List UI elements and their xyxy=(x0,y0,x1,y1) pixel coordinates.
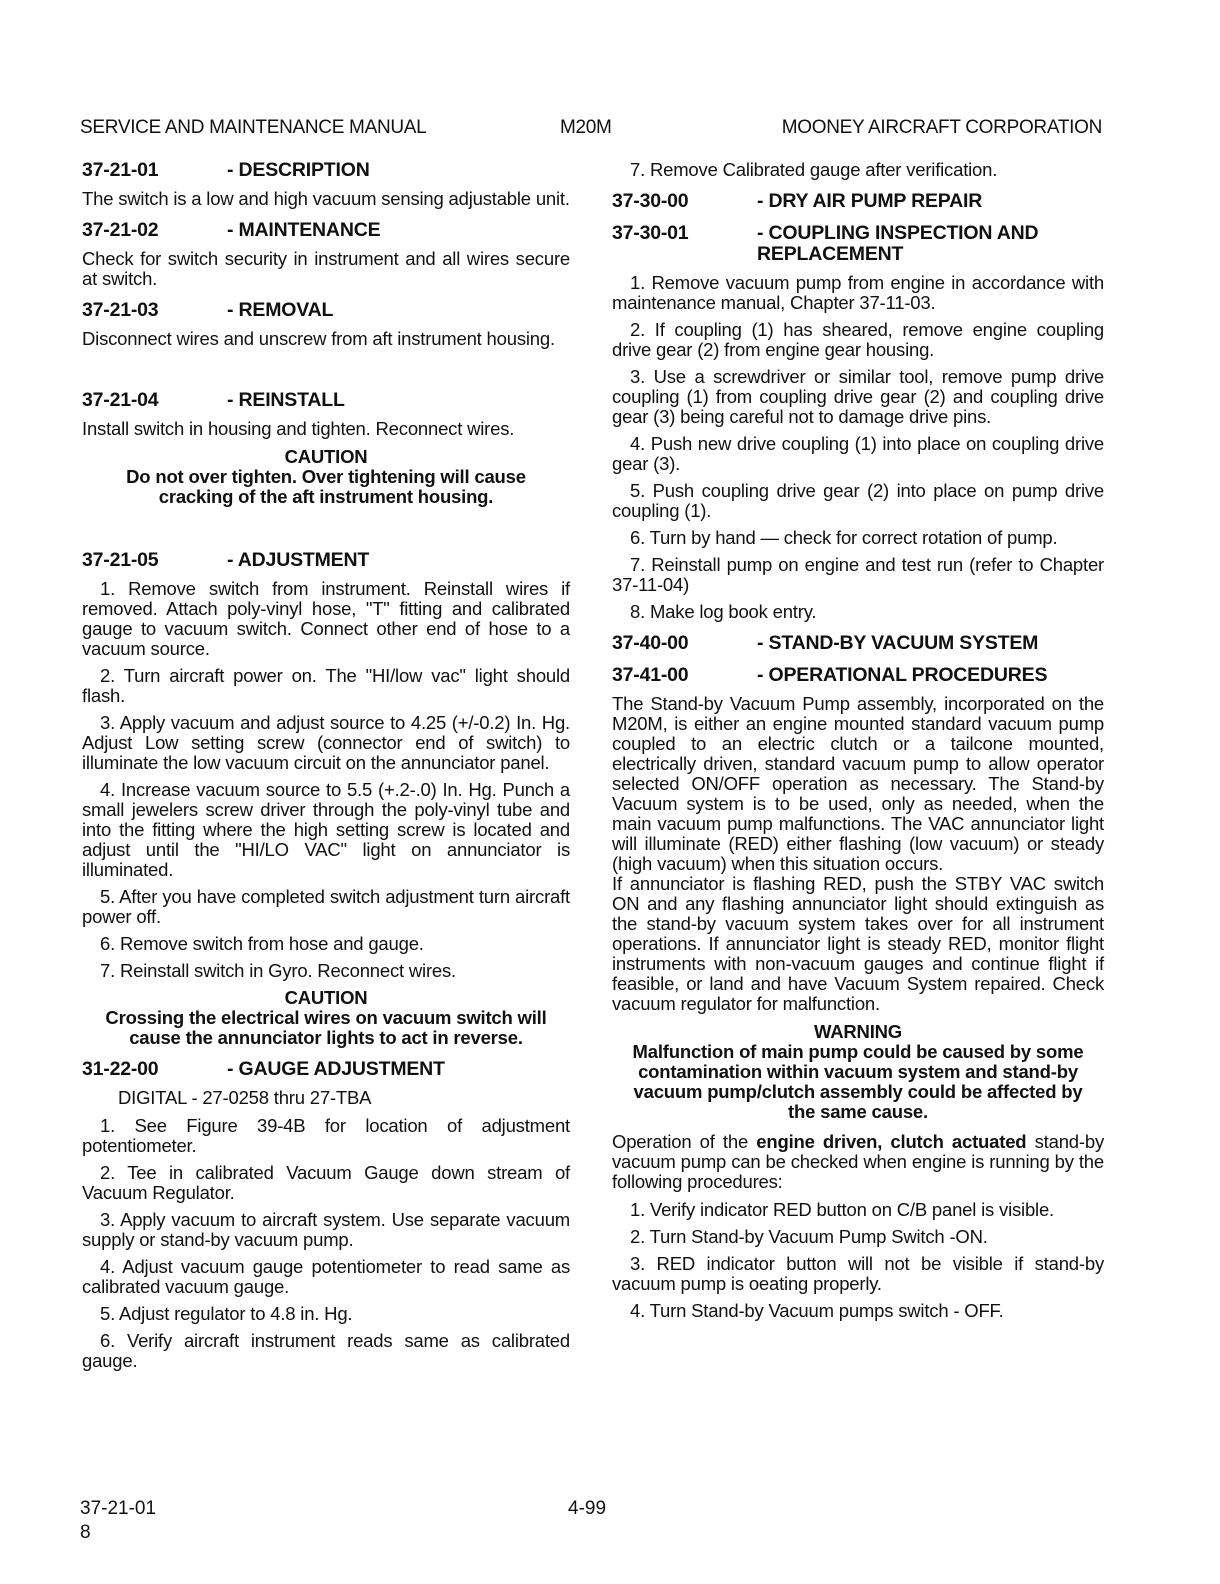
section-number: 37-30-01 xyxy=(612,222,689,244)
section-title: - STAND-BY VACUUM SYSTEM xyxy=(757,632,1039,654)
caution-text: Crossing the electrical wires on vacuum switch will cause the annunciator lights to act in reverse. xyxy=(105,1007,547,1048)
company-name: MOONEY AIRCRAFT CORPORATION xyxy=(781,117,1102,138)
step-item: 3. Apply vacuum and adjust source to 4.25 (+/-0.2) In. Hg. Adjust Low setting screw (connector end of switch) to illuminate the low vacuum circuit on the annunciator panel. xyxy=(82,712,570,773)
step-item: 2. If coupling (1) has sheared, remove engine coupling drive gear (2) from engine gear housing. xyxy=(612,319,1104,360)
left-column xyxy=(82,158,570,1378)
step-item: 1. See Figure 39-4B for location of adjustment potentiometer. xyxy=(82,1115,570,1156)
step-item: 2. Turn Stand-by Vacuum Pump Switch -ON. xyxy=(630,1226,988,1247)
section-heading xyxy=(612,633,1104,654)
step-item: 3. Use a screwdriver or similar tool, remove pump drive coupling (1) from coupling drive gear (2) and coupling drive gear (3) being careful not to damage drive pins. xyxy=(612,366,1104,427)
section-number: 37-21-05 xyxy=(82,549,159,571)
text-run: Operation of the xyxy=(612,1131,757,1152)
caution-label: CAUTION xyxy=(284,987,368,1008)
section-heading xyxy=(612,665,1104,686)
paragraph: Install switch in housing and tighten. Reconnect wires. xyxy=(82,418,515,439)
caution-label: CAUTION xyxy=(284,446,368,467)
section-heading xyxy=(82,220,570,241)
section-heading xyxy=(82,390,570,411)
section-heading xyxy=(82,550,570,571)
manual-title: SERVICE AND MAINTENANCE MANUAL xyxy=(80,117,427,138)
step-item: 6. Remove switch from hose and gauge. xyxy=(100,933,424,954)
section-heading xyxy=(82,1059,570,1080)
right-column xyxy=(612,158,1104,1328)
text-run: stand-by vacuum pump can be checked when engine is running by the following procedures: xyxy=(612,1131,1104,1192)
applicability-note: DIGITAL - 27-0258 thru 27-TBA xyxy=(118,1087,372,1108)
step-item: 2. Tee in calibrated Vacuum Gauge down stream of Vacuum Regulator. xyxy=(82,1162,570,1203)
section-heading xyxy=(612,223,1104,265)
section-title: - GAUGE ADJUSTMENT xyxy=(227,1058,445,1080)
section-title: - ADJUSTMENT xyxy=(227,549,370,571)
section-number: 37-21-02 xyxy=(82,219,159,241)
section-number: 37-21-03 xyxy=(82,299,159,321)
step-item: 5. Adjust regulator to 4.8 in. Hg. xyxy=(100,1303,353,1324)
section-title: - DRY AIR PUMP REPAIR xyxy=(757,190,983,212)
section-title: - REMOVAL xyxy=(227,299,334,321)
step-item: 7. Reinstall pump on engine and test run (refer to Chapter 37-11-04) xyxy=(612,554,1104,595)
section-title: - REINSTALL xyxy=(227,389,345,411)
step-item: 3. RED indicator button will not be visible if stand-by vacuum pump is oeating properly. xyxy=(612,1253,1104,1294)
step-item: 1. Verify indicator RED button on C/B panel is visible. xyxy=(630,1199,1054,1220)
section-title: - MAINTENANCE xyxy=(227,219,381,241)
footer-date: 4-99 xyxy=(568,1498,607,1519)
section-number: 37-41-00 xyxy=(612,664,689,686)
step-item: 5. After you have completed switch adjustment turn aircraft power off. xyxy=(82,886,570,927)
caution-text: Do not over tighten. Over tightening will cause cracking of the aft instrument housing. xyxy=(126,466,526,507)
section-number: 37-30-00 xyxy=(612,190,689,212)
step-item: 4. Adjust vacuum gauge potentiometer to read same as calibrated vacuum gauge. xyxy=(82,1256,570,1297)
section-heading xyxy=(82,300,570,321)
model-label: M20M xyxy=(560,117,612,138)
section-number: 37-40-00 xyxy=(612,632,689,654)
footer-section-number: 37-21-01 xyxy=(80,1498,157,1519)
step-item: 4. Turn Stand-by Vacuum pumps switch - OFF. xyxy=(630,1300,1004,1321)
emphasis-text: engine driven, clutch actuated xyxy=(756,1131,1027,1152)
section-title: - OPERATIONAL PROCEDURES xyxy=(757,664,1048,686)
step-item: 1. Remove switch from instrument. Reinstall wires if removed. Attach poly-vinyl hose, "T" fitting and calibrated gauge to vacuum switch. Connect other end of hose to a vacuum source. xyxy=(82,578,570,659)
step-item: 2. Turn aircraft power on. The "HI/low vac" light should flash. xyxy=(82,665,570,706)
section-title: - DESCRIPTION xyxy=(227,159,370,181)
section-heading xyxy=(612,191,1104,212)
step-item: 7. Reinstall switch in Gyro. Reconnect wires. xyxy=(100,960,456,981)
paragraph: The Stand-by Vacuum Pump assembly, incorporated on the M20M, is either an engine mounted standard vacuum pump coupled to an electric clutch or a tailcone mounted, electrically driven, standard vacuum pump to allow operator selected ON/OFF operation as necessary. The Stand-by Vacuum system is to be used, only as needed, when the main vacuum pump malfunctions. The VAC annunciator light will illuminate (RED) either flashing (low vacuum) or steady (high vacuum) when this situation occurs. xyxy=(612,693,1104,874)
section-number: 37-21-04 xyxy=(82,389,159,411)
step-item: 6. Turn by hand — check for correct rotation of pump. xyxy=(630,527,1058,548)
paragraph: If annunciator is flashing RED, push the STBY VAC switch ON and any flashing annunciator light should extinguish as the stand-by vacuum system takes over for all instrument operations. If annunciator light is steady RED, monitor flight instruments with non-vacuum gauges and continue flight if feasible, or land and have Vacuum System repaired. Check vacuum regulator for malfunction. xyxy=(612,873,1104,1014)
step-item: 3. Apply vacuum to aircraft system. Use separate vacuum supply or stand-by vacuum pump. xyxy=(82,1209,570,1250)
step-item: 5. Push coupling drive gear (2) into place on pump drive coupling (1). xyxy=(612,480,1104,521)
paragraph: Disconnect wires and unscrew from aft instrument housing. xyxy=(82,328,555,349)
section-number: 31-22-00 xyxy=(82,1058,159,1080)
step-item: 7. Remove Calibrated gauge after verification. xyxy=(630,159,998,180)
paragraph: Check for switch security in instrument and all wires secure at switch. xyxy=(82,248,570,289)
step-item: 8. Make log book entry. xyxy=(630,601,817,622)
step-item: 6. Verify aircraft instrument reads same as calibrated gauge. xyxy=(82,1330,570,1371)
section-heading xyxy=(82,160,570,181)
step-item: 4. Increase vacuum source to 5.5 (+.2-.0) In. Hg. Punch a small jewelers screw driver through the poly-vinyl tube and into the fitting where the high setting screw is located and adjust until the "HI/LO VAC" light on annunciator is illuminated. xyxy=(82,779,570,880)
step-item: 4. Push new drive coupling (1) into place on coupling drive gear (3). xyxy=(612,433,1104,474)
warning-text: Malfunction of main pump could be caused by some contamination within vacuum system and stand-by vacuum pump/clutch assembly could be affected by the same cause. xyxy=(632,1041,1084,1122)
step-item: 1. Remove vacuum pump from engine in accordance with maintenance manual, Chapter 37-11-03. xyxy=(612,272,1104,313)
paragraph: The switch is a low and high vacuum sensing adjustable unit. xyxy=(82,188,570,209)
footer-page-number: 8 xyxy=(80,1522,91,1543)
paragraph xyxy=(612,1132,1104,1192)
warning-label: WARNING xyxy=(813,1021,902,1042)
section-title: - COUPLING INSPECTION AND REPLACEMENT xyxy=(757,222,1039,265)
section-number: 37-21-01 xyxy=(82,159,159,181)
